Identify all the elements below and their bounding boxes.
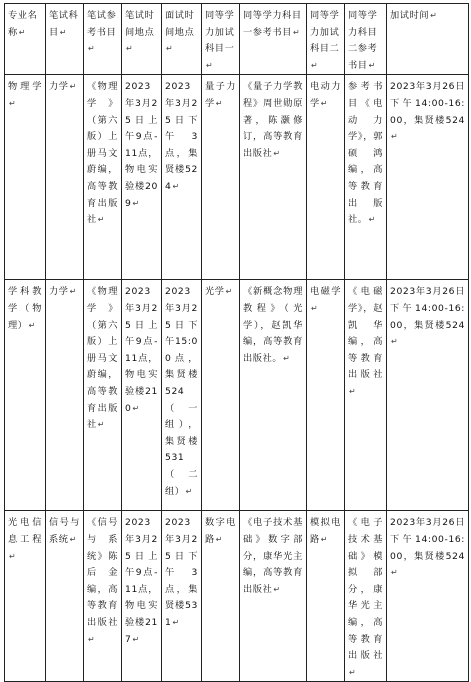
table-cell: 光电信息工程↵ [5, 511, 46, 682]
table-cell: 学科教学（物理）↵ [5, 280, 46, 511]
table-cell: 数字电路↵ [202, 511, 240, 682]
table-cell: 模拟电路↵ [307, 511, 345, 682]
table-cell: 量子力学↵ [202, 75, 240, 280]
header-cell: 专业名称↵ [5, 4, 46, 75]
table-row [5, 280, 469, 511]
table-cell: 物理学↵ [5, 75, 46, 280]
table-cell: 2023年3月26日 下午14:00-16:00，集贤楼524↵ [387, 511, 469, 682]
table-cell: 2023年3月25日上午9点-11点，物电实验楼209↵ [122, 75, 162, 280]
table-cell: 电磁学↵ [307, 280, 345, 511]
header-cell: 笔试科目↵ [46, 4, 84, 75]
table-cell: 《电子技术基础》数字部分，康华光主编，高等教育出版社↵ [240, 511, 307, 682]
admission-exam-table [4, 3, 469, 682]
header-cell: 同等学力加试科目一↵ [202, 4, 240, 75]
table-cell: 《信号与系统》陈后金编，高等教育出版社↵ [84, 511, 122, 682]
table-cell: 力学↵ [46, 280, 84, 511]
header-cell: 笔试参考书目↵ [84, 4, 122, 75]
table-cell: 信号与系统↵ [46, 511, 84, 682]
table-cell: 2023年3月25日下午3点，集贤楼524↵ [162, 75, 202, 280]
table-cell: 电动力学↵ [307, 75, 345, 280]
header-cell: 笔试时间地点↵ [122, 4, 162, 75]
table-cell: 2023年3月25日上午9点-11点，物电实验楼210↵ [122, 280, 162, 511]
table-cell: 《电子技术基础》模拟部分，康华光主编，高等教育出版社↵ [345, 511, 387, 682]
table-cell: 2023年3月25日下午3点，集贤楼531↵ [162, 511, 202, 682]
table-cell: 力学↵ [46, 75, 84, 280]
table-cell: 《物理学》（第六版）上册马文蔚编，高等教育出版社↵ [84, 280, 122, 511]
table-header-row [5, 4, 469, 75]
table-cell: 2023年3月26日 下午14:00-16:00，集贤楼524↵ [387, 75, 469, 280]
table-cell: 《电磁学》，赵凯华编，高等教育出版社↵ [345, 280, 387, 511]
table-cell: 2023年3月25日下午15:00点，集贤楼524（一组），集贤楼531（二组）↵ [162, 280, 202, 511]
table-row [5, 75, 469, 280]
table-cell: 《新概念物理教程》（光学），赵凯华编，高等教育出版社。↵ [240, 280, 307, 511]
header-cell: 同等学力科目一参考书目↵ [240, 4, 307, 75]
table-cell: 2023年3月25日上午9点-11点，物电实验楼217↵ [122, 511, 162, 682]
header-cell: 同等学力科目二参考书目↵ [345, 4, 387, 75]
table-cell: 《物理学》（第六版）上册马文蔚编，高等教育出版社↵ [84, 75, 122, 280]
table-cell: 《量子力学教程》周世勋原著，陈灏修订，高等教育出版社↵ [240, 75, 307, 280]
table-cell: 2023年3月26日 下午14:00-16:00，集贤楼524↵ [387, 280, 469, 511]
header-cell: 同等学力加试科目二↵ [307, 4, 345, 75]
header-cell: 面试时间地点↵ [162, 4, 202, 75]
table-row [5, 511, 469, 682]
table-cell: 参考书目《电动力学》，郭硕鸿编，高等教育出版社。↵ [345, 75, 387, 280]
header-cell: 加试时间↵ [387, 4, 469, 75]
table-cell: 光学↵ [202, 280, 240, 511]
